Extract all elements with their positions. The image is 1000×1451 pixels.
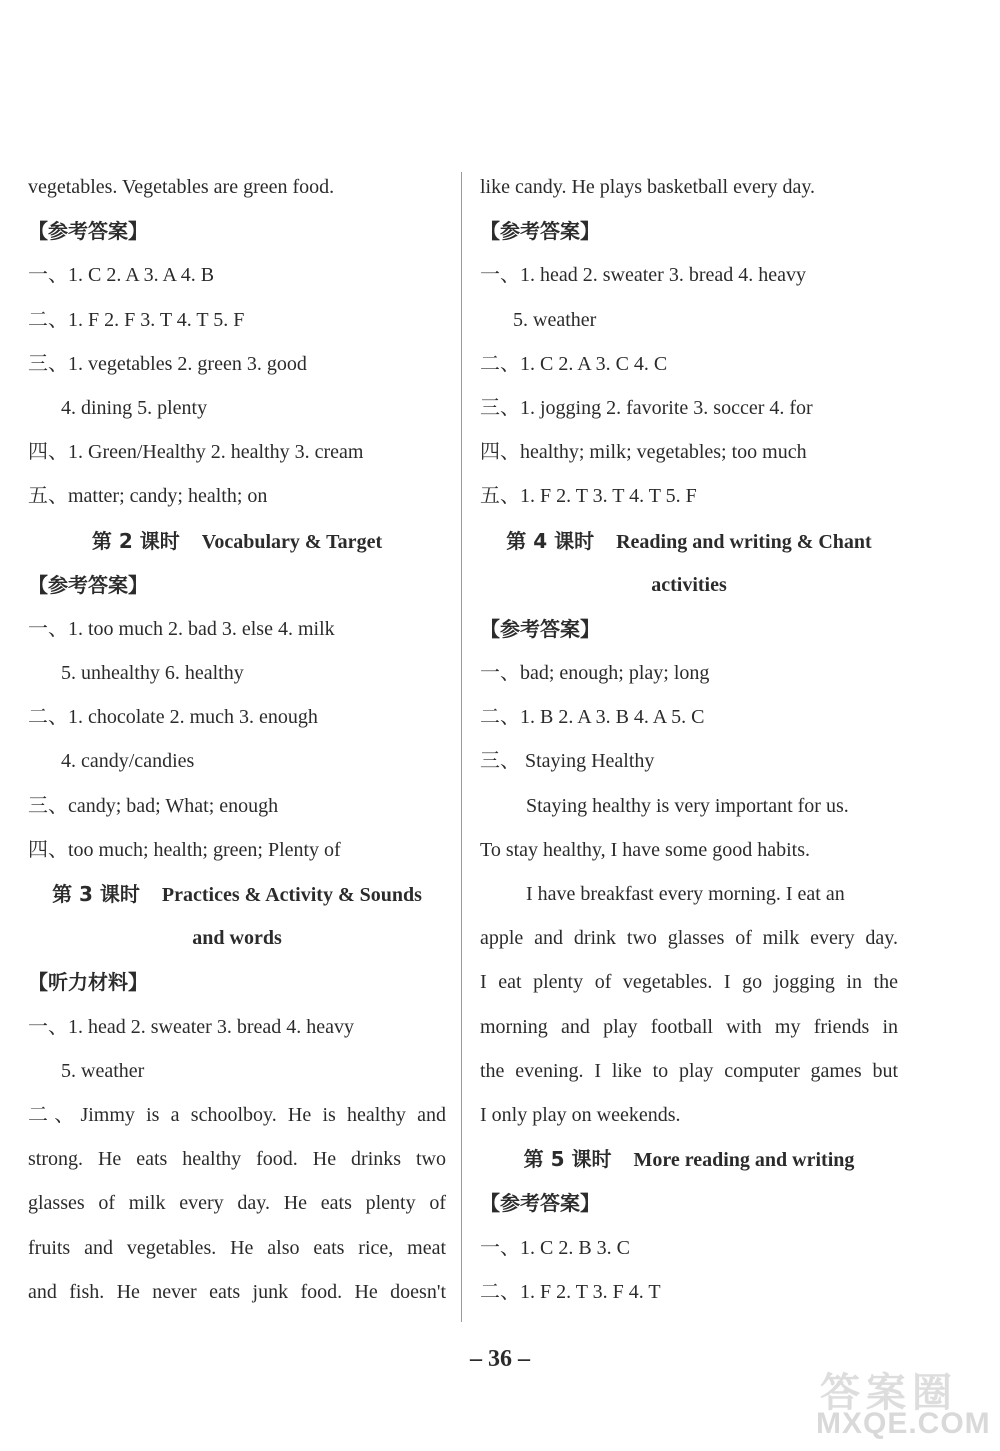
section-label: 【参考答案】	[480, 616, 600, 641]
lesson-heading	[480, 1132, 898, 1176]
lesson-heading	[28, 514, 446, 558]
paragraph-line: morning and play football with my friends in	[480, 1015, 898, 1038]
lesson-heading	[28, 867, 446, 911]
paragraph-line: apple and drink two glasses of milk every day.	[480, 927, 898, 950]
paragraph-line: Staying healthy is very important for us.	[526, 794, 849, 817]
page-number: – 36 –	[470, 1346, 530, 1372]
paragraph-line: the evening. I like to play computer games but	[480, 1059, 898, 1082]
answer-line: 二、1. C 2. A 3. C 4. C	[480, 352, 668, 375]
lesson-number: 第 2 课时	[91, 528, 180, 553]
section-label: 【参考答案】	[28, 219, 148, 244]
answer-line: 一、1. C 2. B 3. C	[480, 1236, 631, 1259]
paragraph-line: fruits and vegetables. He also eats rice, meat	[28, 1236, 446, 1259]
answer-line: 三、1. jogging 2. favorite 3. soccer 4. for	[480, 396, 813, 419]
answer-line: 四、healthy; milk; vegetables; too much	[480, 441, 807, 464]
answer-line: like candy. He plays basketball every day.	[480, 176, 816, 198]
paragraph-line: and fish. He never eats junk food. He doesn't	[28, 1280, 446, 1303]
answer-line: 二、1. F 2. T 3. F 4. T	[480, 1280, 661, 1303]
paragraph-line: 二、Jimmy is a schoolboy. He is healthy and	[28, 1103, 446, 1126]
lesson-number: 第 5 课时	[523, 1147, 612, 1172]
lesson-number: 第 4 课时	[506, 528, 595, 553]
answer-line: 4. dining 5. plenty	[61, 396, 208, 419]
answer-line: 四、too much; health; green; Plenty of	[28, 838, 341, 861]
answer-line: 三、1. vegetables 2. green 3. good	[28, 352, 307, 375]
section-label: 【参考答案】	[480, 1191, 600, 1216]
answer-line: 五、matter; candy; health; on	[28, 485, 268, 508]
answer-line: 三、candy; bad; What; enough	[28, 794, 279, 817]
watermark-glyphs: 答案圈	[820, 1370, 958, 1416]
lesson-title: More reading and writing	[633, 1149, 855, 1172]
answer-line: 四、1. Green/Healthy 2. healthy 3. cream	[28, 441, 364, 464]
answer-line: 一、1. head 2. sweater 3. bread 4. heavy	[28, 1015, 354, 1038]
column-divider	[461, 172, 462, 1322]
lesson-title: Vocabulary & Target	[201, 530, 383, 553]
lesson-title: Practices & Activity & Sounds	[161, 884, 422, 906]
lesson-heading-continued: and words	[192, 927, 282, 950]
lesson-heading-continued: activities	[651, 573, 727, 596]
answer-line: 二、1. B 2. A 3. B 4. A 5. C	[480, 706, 705, 729]
answer-line: 二、1. chocolate 2. much 3. enough	[28, 706, 318, 729]
answer-line: To stay healthy, I have some good habits.	[480, 838, 811, 861]
answer-line: 一、1. head 2. sweater 3. bread 4. heavy	[480, 264, 806, 287]
answer-line: 二、1. F 2. F 3. T 4. T 5. F	[28, 308, 245, 331]
watermark-text: MXQE.COM	[816, 1407, 991, 1440]
section-label: 【参考答案】	[480, 219, 600, 244]
answer-line: 5. weather	[513, 308, 597, 331]
watermark-logo	[806, 1359, 991, 1445]
section-label: 【参考答案】	[28, 572, 148, 597]
paragraph-line: strong. He eats healthy food. He drinks two	[28, 1148, 446, 1171]
answer-line: I only play on weekends.	[480, 1103, 681, 1126]
answer-line: 一、bad; enough; play; long	[480, 662, 710, 685]
answer-line: 三、 Staying Healthy	[480, 750, 655, 773]
answer-line: 五、1. F 2. T 3. T 4. T 5. F	[480, 485, 697, 508]
left-column	[28, 160, 446, 1309]
answer-line: 一、1. C 2. A 3. A 4. B	[28, 264, 215, 287]
paragraph-line: I eat plenty of vegetables. I go jogging in the	[480, 971, 898, 994]
lesson-heading	[480, 514, 898, 558]
paragraph-line: I have breakfast every morning. I eat an	[526, 883, 845, 905]
answer-line: vegetables. Vegetables are green food.	[28, 176, 335, 198]
paragraph-line: glasses of milk every day. He eats plenty of	[28, 1192, 446, 1215]
answer-line: 4. candy/candies	[61, 750, 195, 773]
lesson-title: Reading and writing & Chant	[616, 530, 872, 553]
answer-line: 5. weather	[61, 1059, 145, 1082]
section-label: 【听力材料】	[28, 970, 148, 995]
right-column	[480, 160, 898, 1309]
lesson-number: 第 3 课时	[52, 882, 140, 906]
answer-line: 一、1. too much 2. bad 3. else 4. milk	[28, 617, 335, 640]
answer-line: 5. unhealthy 6. healthy	[61, 662, 244, 685]
